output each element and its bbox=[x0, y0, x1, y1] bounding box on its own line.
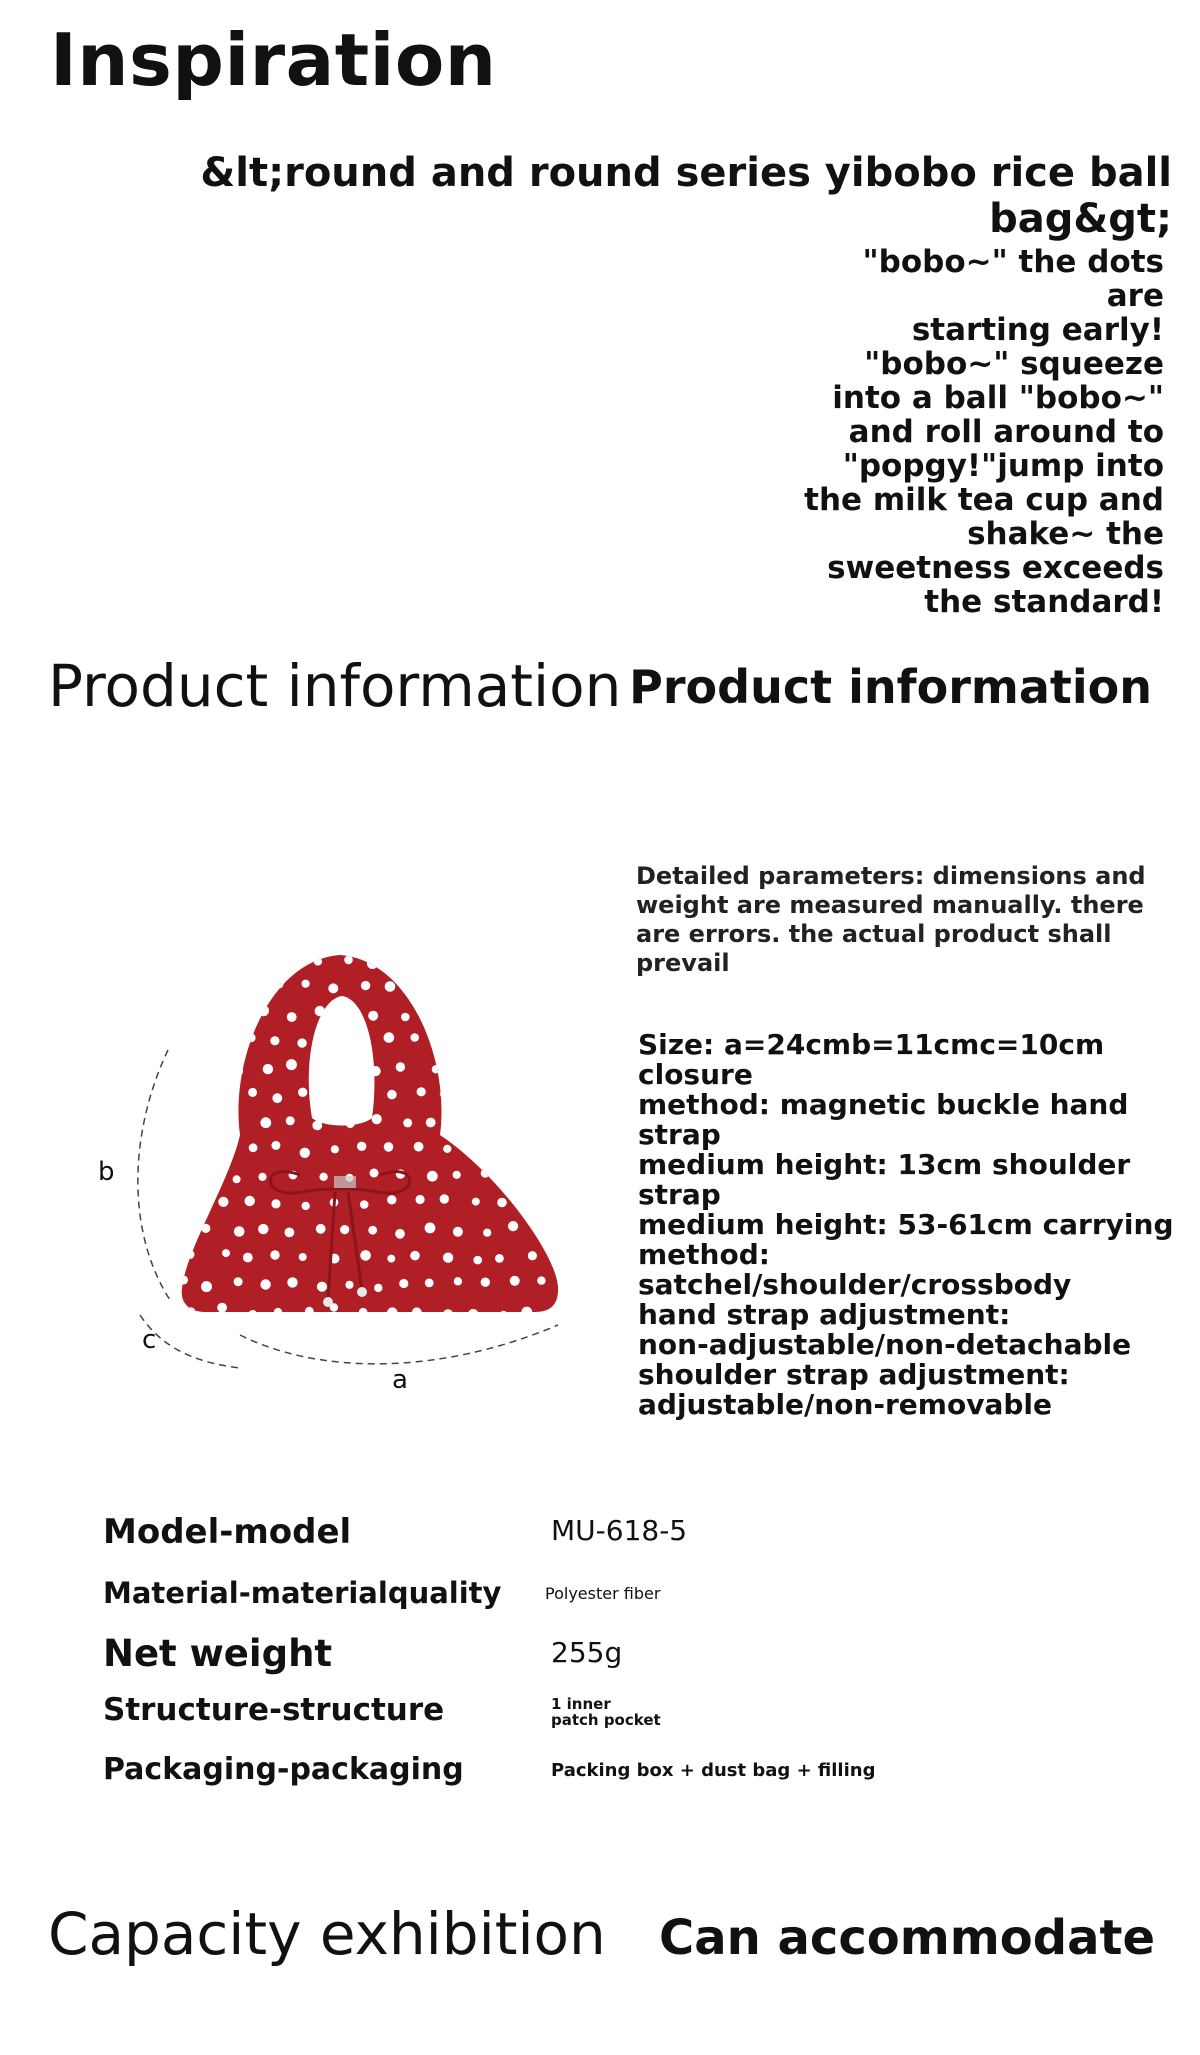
polka-dot bbox=[319, 1173, 327, 1181]
polka-dot bbox=[500, 1311, 508, 1319]
polka-dot bbox=[542, 954, 551, 963]
polka-dot bbox=[395, 1229, 405, 1239]
polka-dot bbox=[271, 1199, 280, 1208]
dimension-c-label: c bbox=[142, 1325, 157, 1355]
polka-dot bbox=[248, 1310, 257, 1319]
polka-dot bbox=[453, 1171, 461, 1179]
quote-line: starting early! bbox=[911, 312, 1164, 348]
polka-dot bbox=[484, 1063, 492, 1071]
polka-dot bbox=[357, 1087, 365, 1095]
polka-dot bbox=[188, 1198, 199, 1209]
polka-dot bbox=[374, 1284, 382, 1292]
polka-dot bbox=[396, 1062, 405, 1071]
polka-dot bbox=[271, 1141, 280, 1150]
quote-line: "bobo~" the dots are bbox=[862, 244, 1164, 314]
polka-dot bbox=[387, 1090, 397, 1100]
polka-dot bbox=[468, 1309, 478, 1319]
quote-line: sweetness exceeds bbox=[827, 550, 1164, 586]
polka-dot bbox=[260, 1279, 270, 1289]
polka-dot bbox=[367, 958, 378, 969]
polka-dot bbox=[452, 1116, 462, 1126]
size-line: Size: a=24cmb=11cmc=10cm closure bbox=[638, 1028, 1105, 1091]
polka-dot bbox=[403, 1118, 412, 1127]
polka-dot bbox=[201, 1224, 210, 1233]
inspiration-quote bbox=[804, 245, 1164, 619]
polka-dot bbox=[472, 1198, 480, 1206]
polka-dot bbox=[494, 1091, 503, 1100]
polka-dot bbox=[509, 1170, 517, 1178]
polka-dot bbox=[186, 1307, 195, 1316]
polka-dot bbox=[286, 1116, 295, 1125]
polka-dot bbox=[512, 1006, 521, 1015]
polka-dot bbox=[317, 1282, 327, 1292]
polka-dot bbox=[346, 1119, 355, 1128]
dimension-a-arc bbox=[240, 1325, 558, 1364]
polka-dot bbox=[215, 1034, 223, 1042]
polka-dot bbox=[457, 1061, 466, 1070]
quote-line: shake~ the bbox=[967, 516, 1164, 552]
polka-dot bbox=[465, 1144, 474, 1153]
polka-dot bbox=[538, 1061, 548, 1071]
polka-dot bbox=[186, 986, 195, 995]
polka-dot bbox=[299, 1253, 307, 1261]
polka-dot bbox=[174, 1066, 185, 1077]
polka-dot bbox=[558, 1305, 566, 1313]
spec-row-structure bbox=[103, 1692, 1103, 1748]
product-info-subheading: Product information bbox=[629, 660, 1152, 714]
polka-dot bbox=[312, 1121, 322, 1131]
polka-dot bbox=[233, 1175, 241, 1183]
polka-dot bbox=[191, 1148, 200, 1157]
polka-dot bbox=[187, 1092, 196, 1101]
polka-dot bbox=[263, 1064, 273, 1074]
polka-dot bbox=[221, 1091, 230, 1100]
polka-dot bbox=[494, 1146, 502, 1154]
polka-dot bbox=[524, 1088, 534, 1098]
polka-dot bbox=[178, 1227, 189, 1238]
polka-dot bbox=[179, 1121, 188, 1130]
polka-dot bbox=[522, 1201, 531, 1210]
polka-dot bbox=[314, 957, 322, 965]
bag-body bbox=[172, 952, 566, 1320]
polka-dot bbox=[553, 1039, 563, 1049]
dimension-b-arc bbox=[138, 1050, 170, 1300]
polka-dot bbox=[554, 1147, 565, 1158]
polka-dot bbox=[401, 1013, 410, 1022]
polka-dot bbox=[387, 1195, 396, 1204]
polka-dot bbox=[272, 1093, 282, 1103]
polka-dot bbox=[205, 1007, 216, 1018]
polka-dot bbox=[246, 981, 256, 991]
polka-dot bbox=[258, 1224, 268, 1234]
polka-dot bbox=[528, 1251, 537, 1260]
size-line: adjustable/non-removable bbox=[638, 1388, 1052, 1421]
polka-dot bbox=[556, 1201, 564, 1209]
polka-dot bbox=[410, 1251, 420, 1261]
polka-dot bbox=[485, 1117, 495, 1127]
polka-dot bbox=[245, 1196, 255, 1206]
polka-dot bbox=[425, 955, 435, 965]
polka-dot bbox=[483, 1229, 491, 1237]
capacity-subheading: Can accommodate bbox=[658, 1910, 1155, 1966]
polka-dot bbox=[368, 1226, 377, 1235]
polka-dot bbox=[328, 983, 338, 993]
polka-dot bbox=[305, 1307, 314, 1316]
size-parameters bbox=[638, 1030, 1178, 1420]
polka-dot bbox=[453, 1227, 463, 1237]
spec-value: 255g bbox=[551, 1636, 623, 1669]
polka-dot bbox=[425, 1223, 436, 1234]
polka-dot bbox=[344, 956, 353, 965]
polka-dot bbox=[274, 1308, 282, 1316]
polka-dot bbox=[176, 956, 184, 964]
polka-dot bbox=[227, 1008, 237, 1018]
size-line: method: magnetic buckle hand strap bbox=[638, 1088, 1129, 1151]
spec-row-model bbox=[103, 1512, 1103, 1568]
spec-key: Structure-structure bbox=[103, 1692, 445, 1728]
polka-dot bbox=[246, 1033, 255, 1042]
size-line: medium height: 13cm shoulder strap bbox=[638, 1148, 1131, 1211]
polka-dot bbox=[457, 954, 466, 963]
polka-dot bbox=[431, 1007, 439, 1015]
polka-dot bbox=[345, 1281, 353, 1289]
polka-dot bbox=[500, 985, 511, 996]
polka-dot bbox=[361, 981, 370, 990]
polka-dot bbox=[201, 1281, 212, 1292]
spec-key: Material-materialquality bbox=[103, 1576, 502, 1610]
polka-dot bbox=[340, 1225, 349, 1234]
spec-value: MU-618-5 bbox=[551, 1514, 688, 1547]
polka-dot bbox=[488, 955, 497, 964]
series-title: &lt;round and round series yibobo rice ball bag&gt; bbox=[200, 150, 1172, 242]
detail-note: Detailed parameters: dimensions and weight are measured manually. there are errors. the actual product shall prevail bbox=[636, 862, 1146, 977]
polka-dot bbox=[287, 1277, 297, 1287]
inspiration-heading: Inspiration bbox=[50, 18, 497, 102]
polka-dot bbox=[359, 1038, 368, 1047]
polka-dot bbox=[440, 985, 448, 993]
polka-dot bbox=[347, 1008, 355, 1016]
polka-dot bbox=[467, 984, 478, 995]
polka-dot bbox=[289, 952, 298, 961]
polka-dot bbox=[173, 1008, 183, 1018]
polka-dot bbox=[331, 1145, 339, 1153]
polka-dot bbox=[537, 1276, 545, 1284]
polka-dot bbox=[360, 1250, 371, 1261]
polka-dot bbox=[222, 1249, 230, 1257]
polka-dot bbox=[228, 958, 238, 968]
bag-image bbox=[80, 930, 620, 1410]
quote-line: the milk tea cup and bbox=[804, 482, 1164, 518]
polka-dot bbox=[258, 953, 268, 963]
polka-dot bbox=[270, 1250, 279, 1259]
polka-dot bbox=[522, 1143, 531, 1152]
spec-row-weight bbox=[103, 1632, 1103, 1688]
polka-dot bbox=[360, 1200, 369, 1209]
polka-dot bbox=[270, 1036, 279, 1045]
polka-dot bbox=[243, 1253, 253, 1263]
polka-dot bbox=[315, 1006, 325, 1016]
polka-dot bbox=[440, 1032, 450, 1042]
polka-dot bbox=[387, 1255, 395, 1263]
size-line: method: satchel/shoulder/crossbody bbox=[638, 1238, 1072, 1301]
spec-value: 1 inner patch pocket bbox=[551, 1695, 661, 1729]
polka-dot bbox=[495, 1254, 504, 1263]
polka-dot bbox=[443, 1253, 453, 1263]
polka-dot bbox=[508, 1221, 518, 1231]
dimension-b-label: b bbox=[98, 1157, 115, 1187]
polka-dot bbox=[249, 1143, 258, 1152]
polka-dot bbox=[536, 1116, 547, 1127]
polka-dot bbox=[501, 1037, 510, 1046]
spec-value: Polyester fiber bbox=[545, 1584, 661, 1603]
polka-dot bbox=[443, 1145, 451, 1153]
polka-dot bbox=[440, 1090, 448, 1098]
spec-row-packaging bbox=[103, 1752, 1103, 1808]
polka-dot bbox=[218, 1197, 228, 1207]
dimension-a-label: a bbox=[392, 1365, 408, 1395]
polka-dot bbox=[516, 1064, 524, 1072]
polka-dot bbox=[285, 1228, 295, 1238]
quote-line: "popgy!"jump into bbox=[842, 448, 1164, 484]
polka-dot bbox=[187, 1034, 197, 1044]
quote-line: "bobo~" squeeze bbox=[864, 346, 1164, 382]
polka-dot bbox=[186, 1250, 195, 1259]
polka-dot bbox=[399, 1279, 408, 1288]
polka-dot bbox=[302, 980, 310, 988]
polka-dot bbox=[357, 1142, 366, 1151]
polka-dot bbox=[412, 1307, 422, 1317]
polka-dot bbox=[481, 1278, 490, 1287]
polka-dot bbox=[527, 983, 537, 993]
polka-dot bbox=[452, 1005, 462, 1015]
polka-dot bbox=[410, 1033, 419, 1042]
polka-dot bbox=[345, 1066, 355, 1076]
polka-dot bbox=[229, 1116, 237, 1124]
polka-dot bbox=[221, 982, 230, 991]
capacity-heading: Capacity exhibition bbox=[48, 1900, 606, 1968]
spec-row-material bbox=[103, 1576, 1103, 1632]
polka-dot bbox=[497, 1198, 507, 1208]
polka-dot bbox=[414, 1142, 424, 1152]
spec-key: Model-model bbox=[103, 1512, 352, 1552]
polka-dot bbox=[316, 1065, 325, 1074]
polka-dot bbox=[387, 1307, 398, 1318]
polka-dot bbox=[275, 980, 284, 989]
polka-dot bbox=[258, 1173, 266, 1181]
polka-dot bbox=[443, 1309, 453, 1319]
polka-dot bbox=[384, 1142, 394, 1152]
polka-dot bbox=[372, 1114, 382, 1124]
product-info-heading: Product information bbox=[48, 652, 622, 720]
polka-dot bbox=[300, 1148, 310, 1158]
polka-dot bbox=[207, 1174, 217, 1184]
polka-dot bbox=[427, 1171, 438, 1182]
polka-dot bbox=[481, 1169, 490, 1178]
polka-dot bbox=[370, 1169, 379, 1178]
polka-dot bbox=[512, 954, 520, 962]
polka-dot bbox=[221, 1144, 229, 1152]
polka-dot bbox=[466, 1092, 477, 1103]
polka-dot bbox=[260, 1117, 271, 1128]
polka-dot bbox=[551, 1250, 562, 1261]
size-line: non-adjustable/non-detachable bbox=[638, 1328, 1132, 1361]
size-line: hand strap adjustment: bbox=[638, 1298, 1011, 1331]
polka-dot bbox=[473, 1256, 482, 1265]
polka-dot bbox=[201, 955, 211, 965]
polka-dot bbox=[440, 1194, 449, 1203]
polka-dot bbox=[432, 1065, 440, 1073]
polka-dot bbox=[297, 1038, 306, 1047]
polka-dot bbox=[207, 1120, 216, 1129]
polka-dot bbox=[553, 1088, 563, 1098]
quote-line: into a ball "bobo~" bbox=[832, 380, 1164, 416]
polka-dot bbox=[371, 1066, 381, 1076]
quote-line: the standard! bbox=[924, 584, 1164, 620]
polka-dot bbox=[522, 1039, 532, 1049]
polka-dot bbox=[543, 1227, 551, 1235]
polka-dot bbox=[416, 1195, 425, 1204]
polka-dot bbox=[469, 1035, 479, 1045]
polka-dot bbox=[510, 1276, 520, 1286]
polka-dot bbox=[454, 1277, 462, 1285]
polka-dot bbox=[417, 1087, 426, 1096]
polka-dot bbox=[172, 1167, 183, 1178]
polka-dot bbox=[234, 1067, 244, 1077]
polka-dot bbox=[248, 1088, 257, 1097]
polka-dot bbox=[385, 981, 396, 992]
polka-dot bbox=[538, 1169, 548, 1179]
polka-dot bbox=[234, 1226, 245, 1237]
polka-dot bbox=[384, 1032, 395, 1043]
polka-dot bbox=[413, 982, 422, 991]
polka-dot bbox=[550, 981, 559, 990]
polka-dot bbox=[539, 1006, 548, 1015]
polka-dot bbox=[286, 1059, 297, 1070]
polka-dot bbox=[202, 1063, 212, 1073]
polka-dot bbox=[368, 1011, 378, 1021]
polka-dot bbox=[425, 1279, 434, 1288]
size-line: medium height: 53-61cm carrying bbox=[638, 1208, 1174, 1241]
polka-dot bbox=[316, 1224, 326, 1234]
polka-dot bbox=[217, 1303, 227, 1313]
polka-dot bbox=[486, 1013, 494, 1021]
polka-dot bbox=[258, 1005, 269, 1016]
polka-dot bbox=[327, 1089, 337, 1099]
polka-dot bbox=[298, 1088, 307, 1097]
polka-dot bbox=[513, 1117, 521, 1125]
spec-value: Packing box + dust bag + filling bbox=[551, 1760, 876, 1781]
polka-dot bbox=[302, 1202, 310, 1210]
polka-dot bbox=[179, 1276, 188, 1285]
polka-dot bbox=[426, 1118, 436, 1128]
polka-dot bbox=[331, 1034, 342, 1045]
size-line: shoulder strap adjustment: bbox=[638, 1358, 1070, 1391]
spec-key: Net weight bbox=[103, 1632, 333, 1675]
quote-line: and roll around to bbox=[848, 414, 1164, 450]
polka-dot bbox=[359, 1308, 368, 1317]
polka-dot bbox=[234, 1277, 243, 1286]
polka-dot bbox=[521, 1307, 532, 1318]
polka-dot bbox=[396, 954, 407, 965]
polka-dot bbox=[287, 1012, 297, 1022]
spec-key: Packaging-packaging bbox=[103, 1752, 464, 1787]
